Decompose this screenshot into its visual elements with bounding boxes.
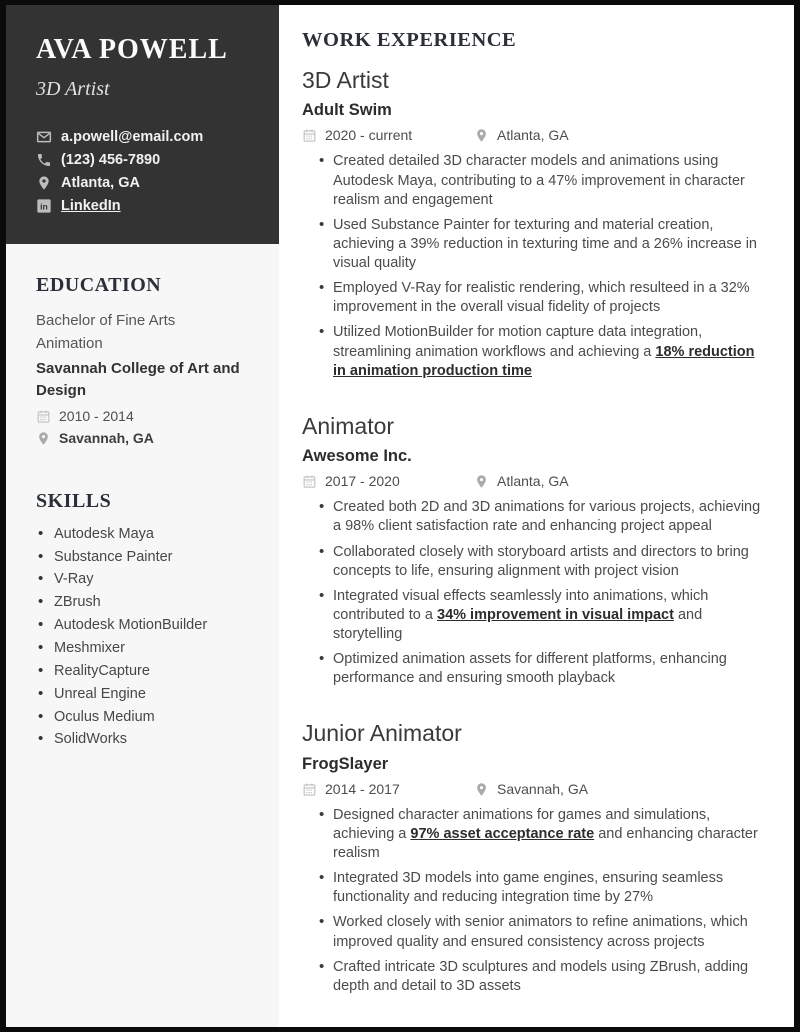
bullet-item: • Designed character animations for games and simulations, achieving a 97% asset acceptance rate and enhancing character realism — [319, 806, 764, 863]
email-icon — [36, 129, 52, 145]
skill-item: • Autodesk MotionBuilder — [36, 616, 257, 635]
bullet-item: • Worked closely with senior animators to refine animations, which improved quality and ensured consistency across projects — [319, 913, 764, 951]
calendar-icon — [36, 409, 51, 424]
highlighted-metric: 97% asset acceptance rate — [410, 825, 595, 842]
job-location-label: Atlanta, GA — [497, 127, 569, 144]
skills-section — [6, 490, 279, 749]
bullet-item: • Integrated visual effects seamlessly into animations, which contributed to a 34% improvement in visual impact and storytelling — [319, 587, 764, 644]
skill-item: • Unreal Engine — [36, 685, 257, 704]
job-meta-row — [302, 128, 764, 143]
skill-item: • Oculus Medium — [36, 708, 257, 727]
job-dates — [302, 474, 474, 489]
job-bullets — [302, 806, 764, 996]
job-bullets — [302, 152, 764, 380]
education-degree: Bachelor of Fine Arts Animation — [36, 311, 176, 353]
education-location-row — [36, 431, 257, 446]
linkedin-icon — [36, 198, 52, 214]
skills-heading: SKILLS — [36, 489, 112, 512]
person-job-title: 3D Artist — [36, 77, 110, 100]
job-location-label: Savannah, GA — [497, 780, 589, 797]
job-dates-label: 2020 - current — [325, 127, 413, 144]
education-section — [6, 274, 279, 446]
contact-label: Atlanta, GA — [61, 174, 140, 191]
work-experience-heading: WORK EXPERIENCE — [302, 29, 517, 51]
location-icon — [474, 128, 489, 143]
contact-item — [36, 175, 257, 191]
job-dates — [302, 782, 474, 797]
contact-label: (123) 456-7890 — [61, 151, 161, 168]
education-dates-row — [36, 409, 257, 424]
highlighted-metric: 18% reduction in animation production time — [333, 343, 755, 379]
job-title: Animator — [302, 412, 395, 439]
calendar-icon — [302, 782, 317, 797]
job-location-label: Atlanta, GA — [497, 473, 569, 490]
location-icon — [36, 175, 52, 191]
bullet-item: • Employed V-Ray for realistic rendering, which resulteed in a 32% improvement in the overall visual fidelity of projects — [319, 279, 764, 317]
bullet-item: • Optimized animation assets for different platforms, enhancing performance and ensuring smooth playback — [319, 650, 764, 688]
skill-item: • Substance Painter — [36, 548, 257, 567]
sidebar — [6, 5, 279, 1027]
svg-text:in: in — [40, 201, 48, 212]
location-icon — [474, 782, 489, 797]
skill-item: • SolidWorks — [36, 730, 257, 749]
jobs-container — [302, 67, 764, 996]
bullet-item: • Utilized MotionBuilder for motion capture data integration, streamlining animation workflows and achieving a 18% reduction in animation production time — [319, 323, 764, 380]
contact-label[interactable]: LinkedIn — [61, 197, 121, 214]
calendar-icon — [302, 474, 317, 489]
skills-list — [36, 525, 257, 749]
skill-item: • Meshmixer — [36, 639, 257, 658]
skill-item: • ZBrush — [36, 593, 257, 612]
job-section — [302, 720, 764, 996]
skill-item: • RealityCapture — [36, 662, 257, 681]
education-school: Savannah College of Art and Design — [36, 360, 240, 400]
main-content — [279, 5, 794, 1027]
highlighted-metric: 34% improvement in visual impact — [437, 606, 674, 623]
job-meta-row — [302, 782, 764, 797]
contact-list — [36, 129, 257, 214]
calendar-icon — [302, 128, 317, 143]
bullet-item: • Crafted intricate 3D sculptures and models using ZBrush, adding depth and detail to 3D assets — [319, 958, 764, 996]
bullet-item: • Created detailed 3D character models and animations using Autodesk Maya, contributing to a 47% improvement in character realism and engagement — [319, 152, 764, 209]
job-section — [302, 413, 764, 689]
job-bullets — [302, 498, 764, 688]
job-location — [474, 474, 569, 489]
bullet-item: • Collaborated closely with storyboard artists and directors to bring concepts to life, ensuring alignment with project vision — [319, 543, 764, 581]
contact-label: a.powell@email.com — [61, 128, 204, 145]
job-location — [474, 782, 588, 797]
education-heading: EDUCATION — [36, 273, 162, 296]
bullet-item: • Integrated 3D models into game engines, ensuring seamless functionality and reducing integration time by 27% — [319, 869, 764, 907]
person-name: AVA POWELL — [36, 34, 228, 65]
skill-item: • Autodesk Maya — [36, 525, 257, 544]
job-dates — [302, 128, 474, 143]
job-company: FrogSlayer — [302, 754, 389, 773]
location-icon — [36, 431, 51, 446]
job-location — [474, 128, 569, 143]
bullet-item: • Used Substance Painter for texturing and material creation, achieving a 39% reduction in texturing time and a 26% increase in visual quality — [319, 216, 764, 273]
contact-item — [36, 152, 257, 168]
job-dates-label: 2014 - 2017 — [325, 780, 400, 797]
job-dates-label: 2017 - 2020 — [325, 473, 400, 490]
location-icon — [474, 474, 489, 489]
bullet-item: • Created both 2D and 3D animations for various projects, achieving a 98% client satisfaction rate and enhancing project appeal — [319, 498, 764, 536]
education-location: Savannah, GA — [59, 429, 154, 446]
job-title: Junior Animator — [302, 720, 462, 747]
job-company: Adult Swim — [302, 101, 392, 120]
education-dates: 2010 - 2014 — [59, 407, 134, 424]
job-meta-row — [302, 474, 764, 489]
job-title: 3D Artist — [302, 67, 389, 93]
phone-icon — [36, 152, 52, 168]
skill-item: • V-Ray — [36, 570, 257, 589]
contact-item — [36, 129, 257, 145]
sidebar-header — [6, 5, 279, 244]
job-section — [302, 67, 764, 381]
contact-item[interactable] — [36, 198, 257, 214]
job-company: Awesome Inc. — [302, 447, 412, 466]
